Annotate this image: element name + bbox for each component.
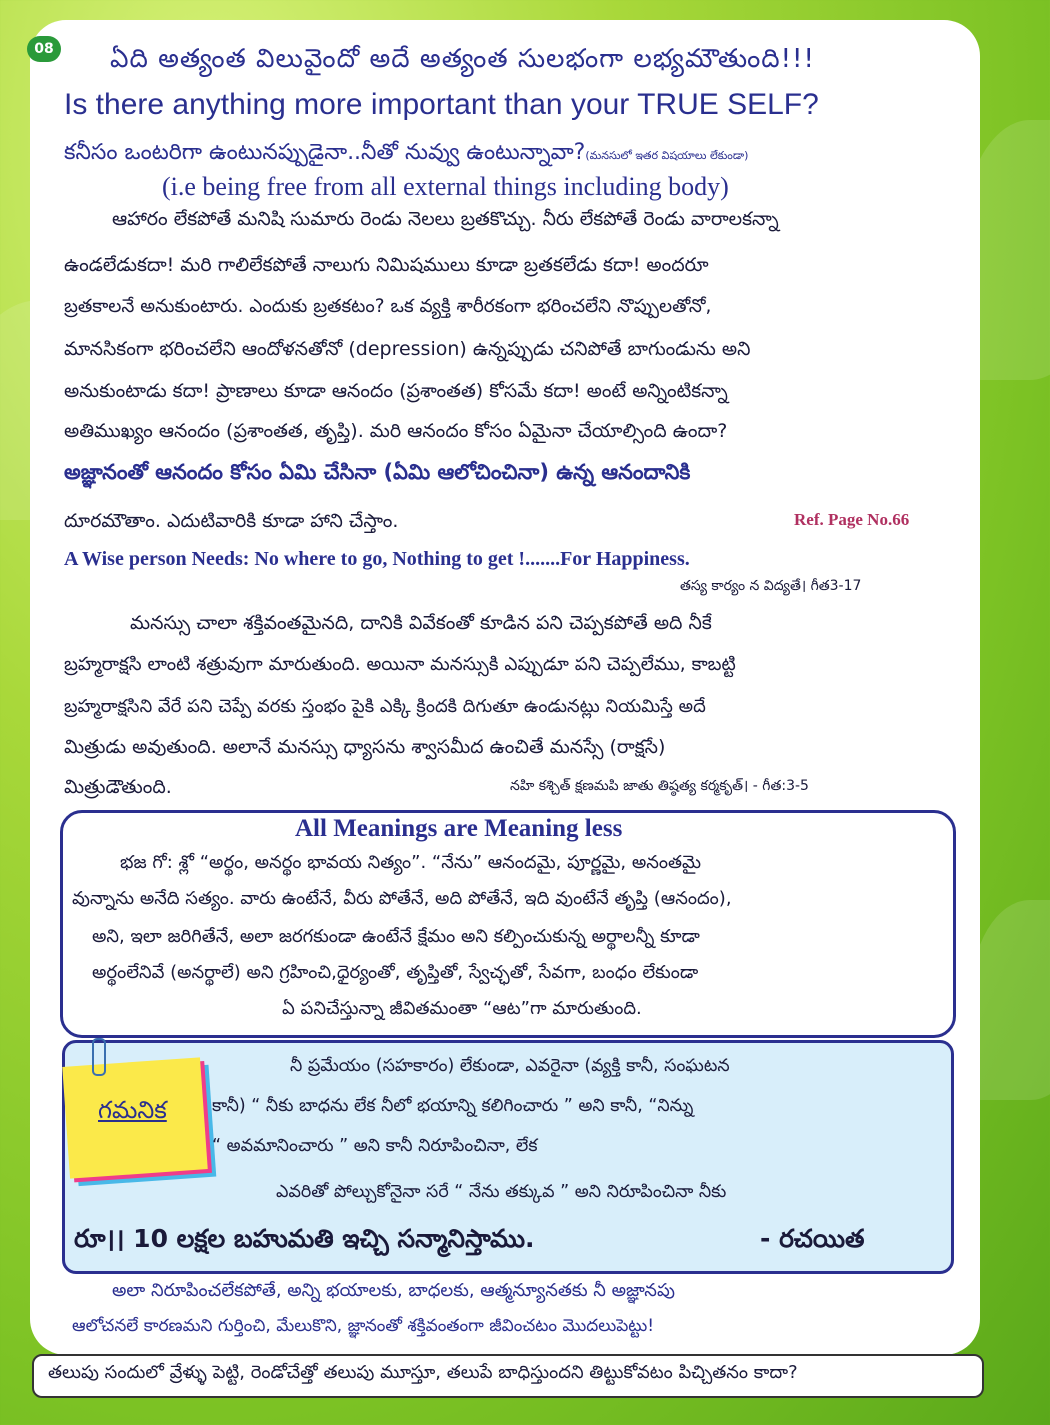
ie-line: (i.e being free from all external things including body) <box>162 172 729 201</box>
paragraph1-line: బ్రతకాలనే అనుకుంటారు. ఎందుకు బ్రతకటం? ఒక వ్యక్తి శారీరకంగా భరించలేని నొప్పులతోనో, <box>64 296 712 317</box>
meanings-line: అర్థంలేనివే (అనర్థాలే) అని గ్రహించి,ధైర్యంతో, తృప్తితో, స్వేచ్ఛతో, సేవగా, బంధం లేకుండా <box>92 962 699 983</box>
gita-quote: నహి కశ్చిత్ క్షణమపి జాతు తిష్ఠత్య కర్మకృత్। - గీత:3-5 <box>510 778 809 794</box>
paragraph1-line: దూరమౌతాం. ఎదుటివారికి కూడా హాని చేస్తాం. <box>64 510 399 532</box>
note-line: నీ ప్రమేయం (సహకారం) లేకుండా, ఎవరైనా (వ్యక్తి కానీ, సంఘటన <box>290 1056 730 1076</box>
note-label: గమనిక <box>98 1096 167 1124</box>
meanings-box-title: All Meanings are Meaning less <box>295 815 623 842</box>
question-line <box>64 140 748 170</box>
paragraph2-line: బ్రహ్మరాక్షసి లాంటి శత్రువుగా మారుతుంది. అయినా మనస్సుకి ఎప్పుడూ పని చెప్పలేము, కాబట్టి <box>64 654 736 675</box>
english-title: Is there anything more important than your TRUE SELF? <box>64 88 819 121</box>
paragraph1-line: అతిముఖ్యం ఆనందం (ప్రశాంతత, తృప్తి). మరి ఆనందం కోసం ఏమైనా చేయాల్సింది ఉందా? <box>64 420 728 442</box>
note-line: కానీ) “ నీకు బాధను లేక నీలో భయాన్ని కలిగించారు ” అని కానీ, “నిన్ను <box>212 1096 694 1116</box>
wise-line: A Wise person Needs: No where to go, Nothing to get !.......For Happiness. <box>64 548 690 570</box>
reference: Ref. Page No.66 <box>794 510 910 529</box>
paragraph2-line: మనస్సు చాలా శక్తివంతమైనది, దానికి వివేకంతో కూడిన పని చెప్పకపోతే అది నీకే <box>130 612 712 634</box>
question-text: కనీసం ఒంటరిగా ఉంటునప్పుడైనా..నీతో నువ్వు ఉంటున్నావా? <box>64 140 586 165</box>
meanings-line: అని, ఇలా జరిగితేనే, అలా జరగకుండా ఉంటేనే క్షేమం అని కల్పించుకున్న అర్థాలన్నీ కూడా <box>92 926 700 947</box>
paragraph1-line: ఆహారం లేకపోతే మనిషి సుమారు రెండు నెలలు బ్రతకొచ్చు. నీరు లేకపోతే రెండు వారాలకన్నా <box>112 208 779 230</box>
note-line: ఎవరితో పోల్చుకోనైనా సరే “ నేను తక్కువ ” అని నిరూపించినా నీకు <box>276 1182 727 1202</box>
note-line: “ అవమానించారు ” అని కానీ నిరూపించినా, లేక <box>212 1136 538 1156</box>
footer-text: తలుపు సందులో వ్రేళ్ళు పెట్టి, రెండోచేత్తో తలుపు మూస్తూ, తలుపే బాధిస్తుందని తిట్టుకోవటం పిచ్చితనం కాదా? <box>48 1362 798 1383</box>
page-number-badge: 08 <box>27 36 61 62</box>
paragraph2-line: మిత్రుడు అవుతుంది. అలానే మనస్సు ధ్యాసను శ్వాసమీద ఉంచితే మనస్సే (రాక్షసే) <box>64 736 666 758</box>
paragraph1-line: అజ్ఞానంతో ఆనందం కోసం ఏమి చేసినా (ఏమి ఆలోచించినా) ఉన్న ఆనందానికి <box>64 460 691 484</box>
meanings-line: వున్నాను అనేది సత్యం. వారు ఉంటేనే, వీరు పోతేనే, అది పోతేనే, ఇది వుంటేనే తృప్తి (ఆనందం), <box>72 888 732 909</box>
closing-line: అలా నిరూపించలేకపోతే, అన్ని భయాలకు, బాధలకు, ఆత్మన్యూనతకు నీ అజ్ఞానపు <box>112 1280 675 1301</box>
paragraph2-line: మిత్రుడౌతుంది. <box>64 776 172 798</box>
author-signature: - రచయిత <box>760 1224 865 1253</box>
paragraph1-line: అనుకుంటాడు కదా! ప్రాణాలు కూడా ఆనందం (ప్రశాంతత) కోసమే కదా! అంటే అన్నింటికన్నా <box>64 380 728 402</box>
paragraph2-line: బ్రహ్మరాక్షసిని వేరే పని చెప్పే వరకు స్తంభం పైకి ఎక్కి క్రిందకి దిగుతూ ఉండునట్లు నియమిస్తే అదే <box>64 696 706 717</box>
paperclip-icon <box>92 1038 106 1076</box>
meanings-line: భజ గో: శ్లో “అర్థం, అనర్థం భావయ నిత్యం”. “నేను” ఆనందమై, పూర్ణమై, అనంతమై <box>120 852 702 873</box>
paragraph1-line: మానసికంగా భరించలేని ఆందోళనతోనో (depression) ఉన్నప్పుడు చనిపోతే బాగుండును అని <box>64 338 751 360</box>
paragraph1-line: ఉండలేడుకదా! మరి గాలిలేకపోతే నాలుగు నిమిషములు కూడా బ్రతకలేడు కదా! అందరూ <box>64 254 709 276</box>
question-note: (మనసులో ఇతర విషయాలు లేకుండా) <box>585 149 749 162</box>
telugu-headline: ఏది అత్యంత విలువైందో అదే అత్యంత సులభంగా లభ్యమౌతుంది!!! <box>110 44 815 74</box>
background-leaf <box>970 900 1050 1100</box>
gita-quote: తస్య కార్యం న విద్యతే। గీత3-17 <box>680 578 862 594</box>
meanings-line: ఏ పనిచేస్తున్నా జీవితమంతా “ఆట”గా మారుతుంది. <box>282 998 642 1019</box>
closing-line: ఆలోచనలే కారణమని గుర్తించి, మేలుకొని, జ్ఞానంతో శక్తివంతంగా జీవించటం మొదలుపెట్టు! <box>72 1316 655 1336</box>
prize-line: రూ।। 10 లక్షల బహుమతి ఇచ్చి సన్మానిస్తాము. <box>74 1224 535 1253</box>
